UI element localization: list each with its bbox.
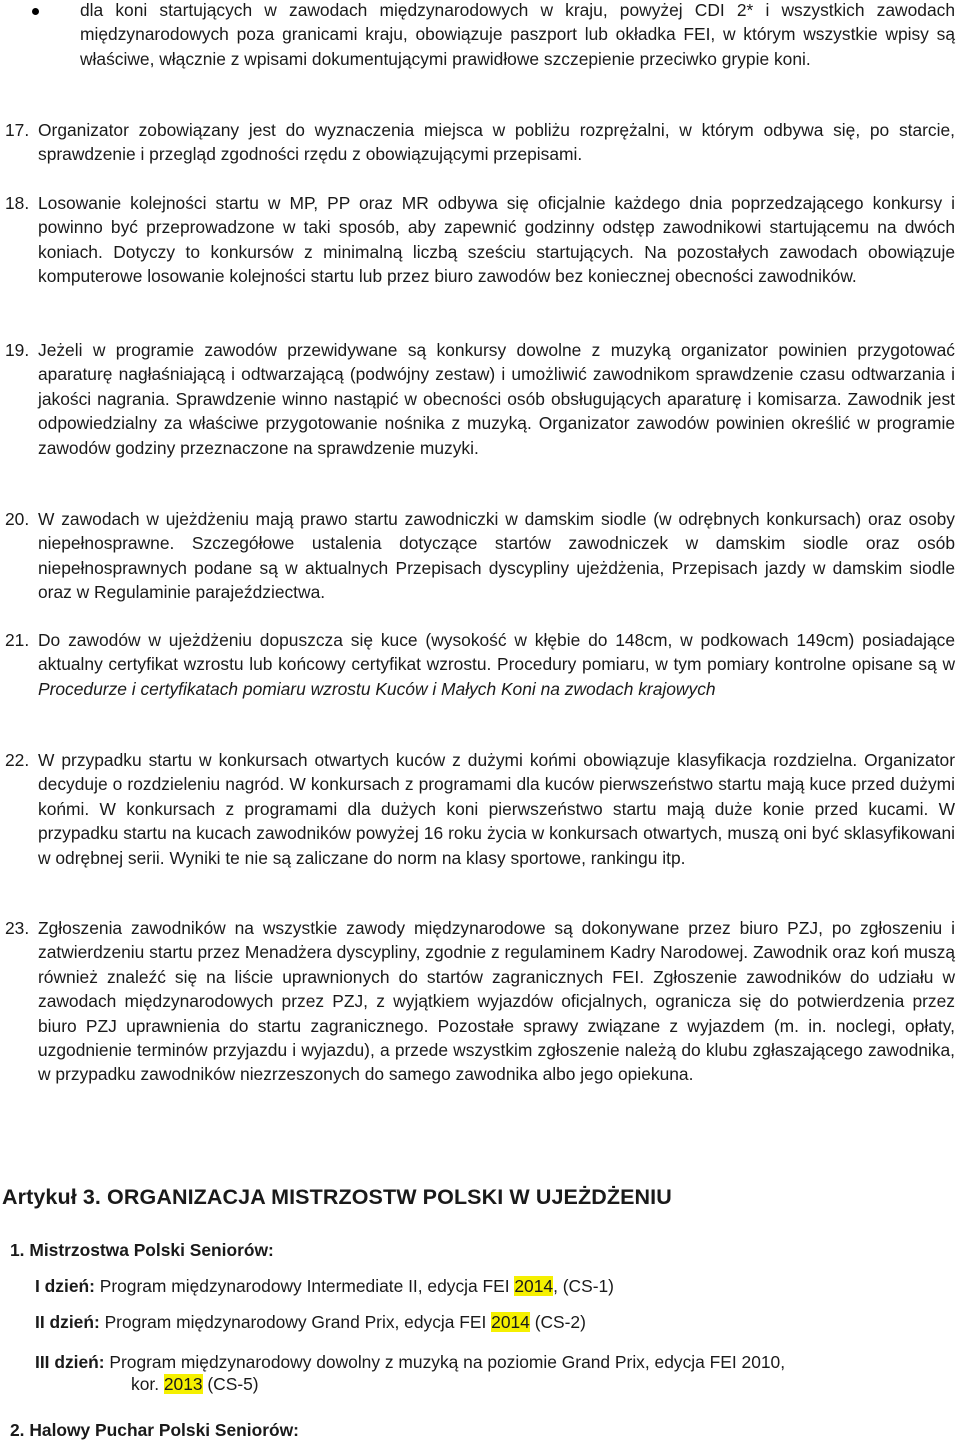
procedure-reference: Procedurze i certyfikatach pomiaru wzrostu Kuców i Małych Koni na zwodach krajowych (38, 678, 716, 699)
day-line: I dzień: Program międzynarodowy Intermediate II, edycja FEI 2014, (CS-1) (35, 1276, 614, 1296)
day-label: I dzień: (35, 1276, 95, 1296)
list-item (5, 748, 955, 870)
item-text: W zawodach w ujeżdżeniu mają prawo startu zawodniczki w damskim siodle (w odrębnych konkursach) oraz osoby niepełnosprawne. Szczegółowe ustalenia dotyczące startów zawodniczek w damskim siodle oraz osób niepełnosprawnych podane są w aktualnych Przepisach dyscypliny ujeżdżenia, Przepisach jazdy w damskim siodle oraz w Regulaminie parajeździectwa. (38, 509, 955, 603)
item-number: 19. (5, 340, 30, 360)
item-text: Losowanie kolejności startu w MP, PP oraz MR odbywa się oficjalnie każdego dnia poprzedzającego konkursy i powinno być przeprowadzone w taki sposób, aby zapewnić godzinny odstęp zawodnikowi startującemu na dwóch koniach. Dotyczy to konkursów z minimalną liczbą sześciu startujących. Na pozostałych zawodach obowiązuje komputerowe losowanie kolejności startu lub przez biuro zawodów bez koniecznej obecności zawodników. (38, 193, 955, 287)
list-item (5, 118, 955, 167)
item-number: 20. (5, 509, 30, 529)
item-number: 21. (5, 630, 30, 650)
year-highlight: 2014 (491, 1312, 530, 1332)
list-item (5, 507, 955, 605)
year-highlight: 2013 (163, 1374, 203, 1394)
bullet-text: dla koni startujących w zawodach międzynarodowych w kraju, powyżej CDI 2* i wszystkich zawodach międzynarodowych poza granicami kraju, obowiązuje paszport lub okładka FEI, w którym wszystkie wpisy są właściwe, włącznie z wpisami dokumentującymi prawidłowe szczepienie przeciwko grypie koni. (80, 0, 955, 69)
day-label: II dzień: (35, 1312, 100, 1332)
year-highlight: 2014 (514, 1276, 554, 1296)
bullet-item (80, 0, 955, 71)
day-line: III dzień: Program międzynarodowy dowolny z muzyką na poziomie Grand Prix, edycja FEI 2010, (35, 1352, 786, 1372)
day-line: II dzień: Program międzynarodowy Grand Prix, edycja FEI 2014 (CS-2) (35, 1312, 586, 1332)
bullet-dot (32, 8, 39, 15)
list-item (5, 338, 955, 460)
day-line-continuation: kor. 2013 (CS-5) (131, 1374, 259, 1394)
item-text: Zgłoszenia zawodników na wszystkie zawody międzynarodowe są dokonywane przez biuro PZJ, po zgłoszeniu i zatwierdzeniu startu przez Menadżera dyscypliny, zgodnie z regulaminem Kadry Narodowej. Zawodnik oraz koń muszą również znaleźć się na liście uprawnionych do startów zagranicznych FEI. Zgłoszenie zawodników do udziału w zawodach międzynarodowych przez PZJ, z wyjątkiem wyjazdów oficjalnych, ogranicza się do potwierdzenia przez biuro PZJ uprawnienia do startu zagranicznego. Pozostałe sprawy związane z wyjazdem (m. in. noclegi, opłaty, uzgodnienie terminów przyjazdu i wyjazdu), a przede wszystkim zgłoszenie należą do klubu zgłaszającego zawodnika, w przypadku zawodników niezrzeszonych do samego zawodnika albo jego opiekuna. (38, 918, 955, 1085)
item-text: Jeżeli w programie zawodów przewidywane są konkursy dowolne z muzyką organizator powinien przygotować aparaturę nagłaśniającą i odtwarzającą (podwójny zestaw) i umożliwić zawodnikom sprawdzenie czasu odtwarzania i jakości nagrania. Sprawdzenie winno nastąpić w obecności osób obsługujących aparaturę i komisarza. Zawodnik jest odpowiedzialny za właściwe przygotowanie nośnika z muzyką. Organizator zawodów powinien określić w programie zawodów godziny przeznaczone na sprawdzenie muzyki. (38, 340, 955, 458)
list-item (5, 191, 955, 289)
section-heading: 2. Halowy Puchar Polski Seniorów: (10, 1420, 299, 1440)
list-item (5, 916, 955, 1087)
item-number: 22. (5, 750, 30, 770)
item-text: Organizator zobowiązany jest do wyznaczenia miejsca w pobliżu rozprężalni, w którym odbywa się, po starcie, sprawdzenie i przegląd zgodności rzędu z obowiązującymi przepisami. (38, 120, 955, 165)
item-number: 18. (5, 193, 30, 213)
item-number: 17. (5, 120, 30, 140)
section-heading: 1. Mistrzostwa Polski Seniorów: (10, 1240, 274, 1260)
article-heading: Artykuł 3. ORGANIZACJA MISTRZOSTW POLSKI W UJEŻDŻENIU (2, 1185, 672, 1209)
item-text: Do zawodów w ujeżdżeniu dopuszcza się kuce (wysokość w kłębie do 148cm, w podkowach 149cm) posiadające aktualny certyfikat wzrostu lub końcowy certyfikat wzrostu. Procedury pomiaru, w tym pomiary kontrolne opisane są w Procedurze i certyfikatach pomiaru wzrostu Kuców i Małych Koni na zwodach krajowych (38, 630, 955, 699)
item-number: 23. (5, 918, 30, 938)
day-label: III dzień: (35, 1352, 105, 1372)
list-item (5, 628, 955, 701)
item-text: W przypadku startu w konkursach otwartych kuców z dużymi końmi obowiązuje klasyfikacja rozdzielna. Organizator decyduje o rozdzieleniu nagród. W konkursach z programami dla kuców pierwszeństwo startu mają kuce przed dużymi końmi. W konkursach z programami dla dużych koni pierwszeństwo startu mają duże konie przed kucami. W przypadku startu na kucach zawodników powyżej 16 roku życia w konkursach otwartych, muszą oni być sklasyfikowani w odrębnej serii. Wyniki te nie są zaliczane do norm na klasy sportowe, rankingu itp. (38, 750, 955, 868)
